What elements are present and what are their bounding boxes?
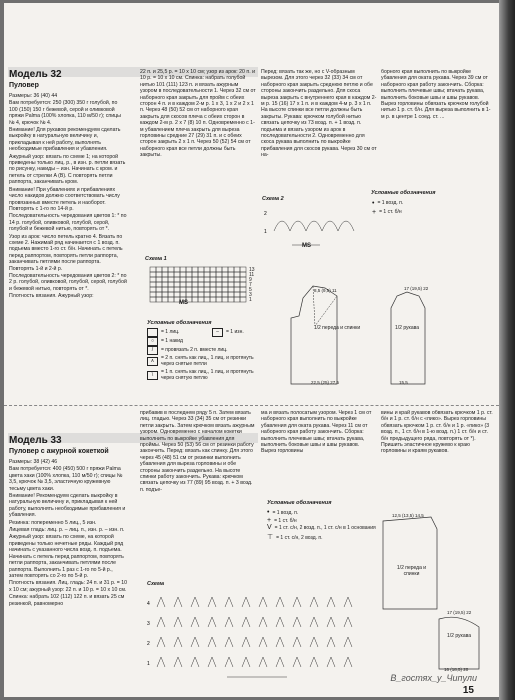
chart-cell [204,292,210,297]
chart-cell [162,282,168,287]
chart-cell [228,267,234,272]
legend1-row-4 [147,355,265,367]
chart-cell [222,282,228,287]
chart-cell [192,277,198,282]
chart-cell [204,277,210,282]
lace-stitch [310,637,318,647]
lace-stitch [310,657,318,667]
m32-assembly-text: борного края выполнить по выкройке убавления для оката рукава. Через 39 см от наборного края работу закончить. Сборка: выполнить плечевые швы; втачать рукава, выполнить боковые швы и швы рукавов. Вырез горловины обвязать крючком голубой нитью 1 р. ст. б/н. Для выреза выполнить в 1-м р. в центре 1 соед. ст. ... [381,69,491,120]
chart-cell [228,277,234,282]
section-divider [4,405,499,406]
arc-stitch [322,221,338,231]
chart-cell [180,267,186,272]
lace-stitch [259,657,267,667]
m33-row-3: 3 [147,621,150,627]
chart-cell [180,282,186,287]
m33-pattern-schematic [379,509,494,679]
lace-stitch [225,637,233,647]
chart-cell [240,267,246,272]
lace-stitch [174,657,182,667]
chart-cell [198,292,204,297]
arc-stitch [290,221,306,231]
skp-icon: \ [147,371,158,380]
m33-sizes: Размеры: 38 (42) 46 [9,459,58,465]
chart-cell [240,282,246,287]
scheme1-title: Схема 1 [145,256,167,262]
lace-stitch [242,637,250,647]
chart-cell [198,287,204,292]
chart-cell [156,272,162,277]
m32-back-text: 22 п. и 25,5 р. = 10 х 10 см; узор из арок: 20 п. и 10 р. = 10 х 10 см. Спинка: набрать голубой нитью 101 (111) 123 п. и вязать ажурным узором в последовательности 1. Через 32 см от наборного края закрыть для пройм с обеих сторон 4 п. и в каждом 2-м р. 1 х 3, 1 х 2 и 2 х 1 п. Через 48 (50) 52 см от наборного края закрыть для скосов плеча с обеих сторон в каждом 2-м р. 2 х 7 (8) 10 п. Одновременно с 1-м убавлением плеча закрыть для выреза горловины средние 27 (29) 31 п. и с обеих сторон закрыть 2 х 1 п. Через 50 (52) 54 см от наборного края все петли должны быть закрыты. [140,69,256,159]
m33-legend-text-0: = 1 возд. п. [272,510,299,516]
chart-cell [228,282,234,287]
chart-cell [204,272,210,277]
lace-stitch [208,637,216,647]
chart-cell [198,297,204,302]
chain-icon: • [267,509,270,516]
legend1-title: Условные обозначения [147,320,212,326]
m33-back-outline [383,517,437,609]
chart-cell [150,277,156,282]
chart-cell [240,287,246,292]
lace-stitch [174,597,182,607]
dc-icon: ⊤ [267,534,274,541]
lace-stitch [225,617,233,627]
m33-subtitle: Пуловер с ажурной кокеткой [9,448,109,455]
lace-stitch [293,617,301,627]
chart-cell [198,282,204,287]
yarn-over-icon: ○ [147,337,158,346]
chart-cell [180,272,186,277]
legend1-text-5: = 1 п. снять как лиц., 1 лиц. и протянуть через снятую петлю [161,369,254,381]
legend2 [372,199,403,217]
chart-cell [234,292,240,297]
lace-stitch [225,657,233,667]
legend2-title: Условные обозначения [371,190,436,196]
m32-attention2: Внимание! При убавлениях и прибавлениях число накидов должно соответствовать числу провязанных вместе петель и наоборот. Повторять с 1-го по 14-й р. [9,186,120,212]
m32-colors1: Последовательность чередования цветов 1: * по 14 р. голубой, оливковой, голубой, серой, голубой и бежевой нитью, повторять от *. [9,213,127,233]
lace-stitch [327,657,335,667]
lace-stitch [191,597,199,607]
chart-cell [186,272,192,277]
legend1-text-4: = 2 п. снять как лиц., 1 лиц. и протянуть через снятые петли [161,355,254,367]
m33-col2 [140,410,256,578]
lace-stitch [344,597,352,607]
purl-symbol-icon: – [212,328,223,337]
chart-cell [216,277,222,282]
m32-rib: Узор из арок: число петель кратно 4. Вязать по схеме 2. Нажимай ряд начинается с 1 возд. п. подъема вместо 1-го ст. б/н. Начинать с петель перед раппортом, повторять петли раппорта, заканчивать петлями после раппорта. Повторять 1-й и 2-й р. [9,233,123,272]
chart-cell [192,267,198,272]
m32-dim-shoulder: 8,5 (9,5) 11 [314,288,337,293]
row-number: 5 [249,287,252,293]
chart-cell [222,297,228,302]
chart-cell [162,272,168,277]
m32-sizes: Размеры: 36 (40) 44 [9,93,58,99]
arc-stitch [306,221,322,231]
m32-dim-sleeve-bot: 15,5 [399,380,408,385]
scheme2-title: Схема 2 [262,196,284,202]
chart-cell [156,297,162,302]
legend1 [147,328,265,381]
watermark: В_гостях_у_Чипули [390,673,477,683]
chart-cell [210,277,216,282]
book-spine [499,0,515,700]
chart-cell [234,267,240,272]
m32-col2 [140,69,256,254]
m33-finish-text: вины и край рукавов обвязать крючком 1 р. ст. б/н и 1 р. ст. б/н с «пико». Вырез горловины обвязать крючком 1 р. ст. б/н и 1 р. «пико» (3 возд. п., 1 ст. б/н в 1-ю возд. п.) 1 ст. б/н и ст. б/н предыдущего ряда, повторять от *). Пришить эластичное кружево к краю горловины и краям рукавов. [381,410,493,455]
chart-cell [222,272,228,277]
chart-cell [156,267,162,272]
m33-sleeve-label: 1/2 рукава [446,633,472,639]
chart-cell [228,297,234,302]
lace-stitch [327,637,335,647]
lace-stitch [293,597,301,607]
m33-rib: Резинка: попеременно 5 лиц., 5 изн. [9,519,97,526]
m32-pattern-schematic [279,256,479,396]
lace-stitch [157,637,165,647]
row-number: 3 [249,292,252,298]
sc-icon: + [267,517,272,524]
chart-cell [240,292,246,297]
m32-colors2: Последовательность чередования цветов 2: * по 2 р. голубой, оливковой, голубой, серой, голубой и бежевой нитью, повторять от *. [9,272,127,292]
m33-col4 [381,410,493,500]
scheme2-row-1: 1 [264,229,267,235]
sc-icon: + [372,209,377,216]
lace-stitch [174,637,182,647]
m33-density: Плотность вязания. Лиц. гладь: 24 п. и 31 р. = 10 х 10 см; ажурный узор: 22 п. и 10 р. = 10 х 10 см. [9,580,127,593]
chart-cell [186,277,192,282]
m33-legend-row-0 [267,509,379,517]
lace-stitch [327,597,335,607]
page-number: 15 [462,685,474,696]
chart-cell [174,277,180,282]
lace-stitch [157,597,165,607]
chart-cell [186,287,192,292]
chart-cell [216,282,222,287]
m32-dim-sleeve-top: 17 (19,5) 22 [404,286,429,291]
chart-cell [156,277,162,282]
chart-cell [222,267,228,272]
chart-cell [192,292,198,297]
row-number: 11 [249,272,255,278]
chart-cell [150,267,156,272]
m33-legend-row-2 [267,525,379,531]
chart-cell [210,292,216,297]
chart-cell [168,267,174,272]
legend2-row-1 [372,208,403,217]
lace-stitch [259,617,267,627]
chart-cell [240,272,246,277]
magazine-page [4,3,499,697]
chart-cell [174,272,180,277]
m33-sleeve-text: ма и вязать полосатым узором. Через 1 см от наборного края выполнить по выкройке убавления для оката рукава. Через 11 см от наборного края работу закончить. Сборка: выполнить плечевые швы; втачать рукава, выполнить боковые швы и швы рукавов. Вырез горловины [261,410,372,455]
row-number: 13 [249,267,255,273]
chart-cell [222,277,228,282]
chart-cell [168,287,174,292]
lace-stitch [344,637,352,647]
chart-cell [192,297,198,302]
m32-front-text: Перед: вязать так же, но с V-образным вырезом. Для этого через 32 (33) 34 см от наборного края закрыть среднюю петлю и обе стороны закончить раздельно. Для скоса выреза закрыть с внутреннего края в каждом 2-м р. 15 (16) 17 х 1 п. и в каждом 4-м р. 3 х 1 п. На высоте спинки все петли должны быть закрыты. Рукава: крючком голубой нитью связать цепочку из 73 возд. п. + 1 возд. п. подъема и вязать узором из арок в последовательности 2. Одновременно для скоса рукава выполнить по выкройке прибавления для скосов рукава. Через 30 см от на- [261,69,377,159]
chart-cell [198,272,204,277]
lace-stitch [191,657,199,667]
chart-cell [174,292,180,297]
row-number: 1 [249,297,252,303]
legend1-text-1: = 1 изн. [226,329,244,335]
chart-cell [210,272,216,277]
sleeve-piece-outline [391,292,425,384]
chart-cell [228,287,234,292]
m33-sleeve-outline [439,617,479,669]
lace-stitch [259,597,267,607]
lace-stitch [242,617,250,627]
lace-stitch [225,597,233,607]
chart-cell [186,292,192,297]
legend1-row-2 [147,337,265,346]
chart-cell [210,282,216,287]
m33-scheme-chart [147,591,372,686]
m33-row-2: 2 [147,641,150,647]
chart-cell [174,287,180,292]
chart-cell [150,272,156,277]
m33-legend-text-3: = 1 ст. с/н, 2 возд. п. [276,535,323,541]
chart-cell [162,277,168,282]
chart-cell [216,272,222,277]
m33-back-label: 1/2 переда и спинки [396,565,427,577]
chart-cell [150,282,156,287]
chart-cell [174,282,180,287]
lace-stitch [293,637,301,647]
chart-cell [168,272,174,277]
chart-cell [150,297,156,302]
m32-col3 [261,69,377,197]
m33-pattern: Ажурный узор: вязать по схеме, на которой приведены только нечетные ряды. Каждый ряд начинать с указанного числа возд. п. подъема. Начинать с петель перед раппортом, повторять петли раппорта, заканчивать петлями после раппорта. Выполнить 1 раз с 1-го по 5-й р., затем повторять со 2-го по 5-й р. [9,534,124,579]
chain-icon: • [372,200,375,207]
m33-stock: Лицевая гладь: лиц. р. – лиц. п., изн. р. – изн. п. [9,527,125,534]
m32-sleeve-label: 1/2 рукава [394,325,420,331]
chart-cell [210,297,216,302]
lace-stitch [174,617,182,627]
m33-legend-text-2: = 1 ст. с/н, 2 возд. п., 1 ст. с/н в 1 основания [274,525,376,531]
chart-cell [198,277,204,282]
chart-cell [240,277,246,282]
lace-stitch [208,617,216,627]
chart-cell [228,292,234,297]
legend1-text-2: = 1 накид [161,338,183,344]
m33-legend-row-1 [267,517,379,525]
chart-cell [210,267,216,272]
lace-stitch [276,657,284,667]
chart-cell [162,292,168,297]
chart-cell [234,277,240,282]
legend1-purl [212,328,244,337]
legend1-row-1 [212,328,244,337]
m33-dim-top: 12,5 (13,5) 14,5 [392,513,424,518]
chart-cell [234,287,240,292]
row-number: 9 [249,277,252,283]
lace-stitch [276,597,284,607]
chart-cell [162,287,168,292]
m33-dim-sleeve-bot: 16 (18,5) 20 [444,667,469,672]
scheme2-ms: MS [302,243,311,249]
chart-cell [186,267,192,272]
chart-cell [156,292,162,297]
chart-cell [228,272,234,277]
m32-attention: Внимание! Для рукавов рекомендуем сделать выкройку в натуральную величину и, прикладывая к ней работу, выполнять необходимые прибавления и убавления. [9,127,121,153]
legend1-text-3: = провязать 2 п. вместе лиц. [161,347,228,353]
chart-cell [150,292,156,297]
m33-legend-title: Условные обозначения [267,500,332,506]
m33-body-text: прибавив в последнем ряду 5 п. Затем вязать лиц. гладью. Через 33 (34) 35 см от резинки петли закрыть. Затем крючком вязать ажурным узором. Одновременно с началом кокетки выполнить по выкройке убавления для проймы. Через 50 (53) 56 см от резинки работу закончить. Перед: вязать как спинку. Для этого через 45 (48) 51 см от резинки выполнить убавления для выреза горловины и обе стороны закончить раздельно. На высоте спинки работу закончить. Рукава: крючком связать цепочку из 77 (89) 95 возд. п. + 3 возд. п. подъе- [140,410,255,493]
scheme1-ms: MS [179,300,188,306]
chart-cell [198,267,204,272]
arc-stitch [338,221,354,231]
chart-cell [204,287,210,292]
lace-stitch [242,597,250,607]
lace-stitch [259,637,267,647]
chart-cell [240,297,246,302]
lace-stitch [208,597,216,607]
chart-cell [186,282,192,287]
m32-pattern1: Ажурный узор: вязать по схеме 1; на которой приведены только лиц. р., в изн. р. петли вязать по рисунку, накиды – изн. Начинать с кром. и петель от стрелки A (B). С повторять петли раппорта, заканчивать кром. [9,153,126,186]
chart-cell [168,297,174,302]
dc-v-icon: V [267,524,272,531]
legend1-row-3 [147,346,265,355]
m32-col1 [9,69,127,404]
back-piece-outline [291,286,340,385]
m33-row-4: 4 [147,601,150,607]
legend1-row-0 [147,328,265,337]
m33-dim-sleeve-top: 17 (19,5) 22 [447,610,472,615]
legend2-text-1: = 1 ст. б/н [379,209,402,215]
legend1-text-0: = 1 лиц. [161,329,180,335]
chart-cell [204,297,210,302]
chart-cell [180,287,186,292]
m32-title: Модель 32 [9,69,62,80]
chart-cell [156,282,162,287]
legend1-row-5 [147,369,265,381]
lace-stitch [327,617,335,627]
lace-stitch [344,657,352,667]
chart-cell [174,267,180,272]
chart-cell [234,282,240,287]
m33-back: Спинка: набрать 102 (112) 122 п. и вязать 25 см резинкой, равномерно [9,594,125,607]
m33-materials: Вам потребуется: 400 (450) 500 г пряжи Palma цвета хаки (100% хлопка, 110 м/50 г); спицы № 3,5, крючок № 3,5, эластичную кружевную тесьму цвета хаки. [9,466,123,492]
m32-density: Плотность вязания. Ажурный узор: [9,293,94,300]
lace-stitch [310,597,318,607]
lace-stitch [242,657,250,667]
chart-cell [234,272,240,277]
chart-cell [222,287,228,292]
k2tog-icon: / [147,346,158,355]
chart-cell [168,292,174,297]
chart-cell [156,287,162,292]
m33-legend-text-1: = 1 ст. б/н [274,518,297,524]
chart-cell [216,292,222,297]
chart-cell [192,272,198,277]
row-number: 7 [249,282,252,288]
chart-cell [216,267,222,272]
chart-cell [168,282,174,287]
lace-stitch [344,617,352,627]
chart-cell [162,267,168,272]
chart-cell [210,287,216,292]
m32-materials: Вам потребуется: 250 (300) 350 г голубой, по 100 (150) 150 г бежевой, серой и оливковой пряжи Palma (100% хлопка, 110 м/50 г); спицы № 4, крючок № 4. [9,100,121,126]
chart-cell [222,292,228,297]
m32-subtitle: Пуловер [9,82,39,89]
chart-cell [168,277,174,282]
chart-cell [162,297,168,302]
chart-cell [192,282,198,287]
m33-title: Модель 33 [9,435,62,446]
chart-cell [180,277,186,282]
m32-back-label: 1/2 переда и спинки [313,325,361,331]
m33-row-1: 1 [147,661,150,667]
m33-col3 [261,410,373,496]
chart-cell [216,287,222,292]
m32-col4 [381,69,493,174]
m33-legend-row-3 [267,534,379,542]
chart-cell [204,282,210,287]
m33-attention: Внимание! Рекомендуем сделать выкройку в натуральную величину и, прикладывая к ней работу, выполнять необходимые прибавления и убавления. [9,493,126,519]
chart-cell [180,292,186,297]
lace-stitch [293,657,301,667]
m33-legend [267,509,379,542]
sk2p-icon: ∧ [147,357,158,366]
chart-cell [204,267,210,272]
chart-cell [234,297,240,302]
lace-stitch [276,617,284,627]
lace-stitch [157,657,165,667]
lace-stitch [191,637,199,647]
chart-cell [150,287,156,292]
lace-stitch [310,617,318,627]
legend2-row-0 [372,199,403,208]
scheme1-chart [146,265,266,317]
knit-symbol-icon [147,328,158,337]
chart-cell [216,297,222,302]
scheme2-chart [262,203,362,258]
chart-cell [192,287,198,292]
scheme2-row-2: 2 [264,211,267,217]
m33-scheme-title: Схема [147,581,165,587]
m33-col1 [9,435,127,695]
arc-stitch [274,221,290,231]
legend2-text-0: = 1 возд. п. [377,200,404,206]
m32-dim-bottom: 22,5 (25) 27,5 [311,380,340,385]
lace-stitch [191,617,199,627]
lace-stitch [157,617,165,627]
lace-stitch [208,657,216,667]
lace-stitch [276,637,284,647]
